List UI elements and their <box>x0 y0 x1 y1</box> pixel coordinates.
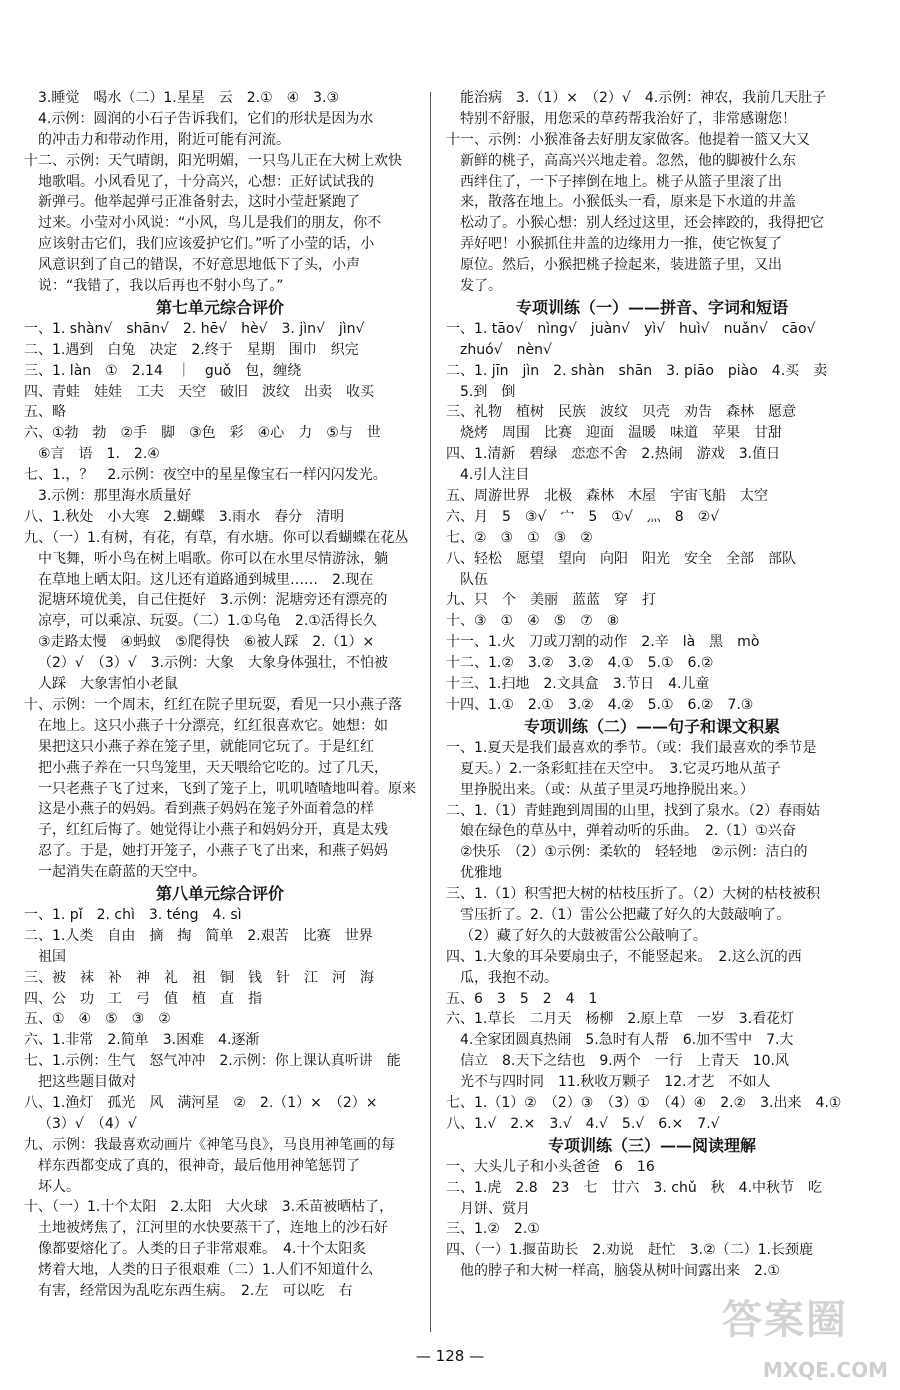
answer-line: 三、礼物 植树 民族 波纹 贝壳 劝告 森林 愿意 <box>446 404 796 421</box>
answer-line: 过来。小莹对小风说：“小风，鸟儿是我们的朋友，你不 <box>38 215 382 232</box>
answer-line: 八、轻松 愿望 望向 向阳 阳光 安全 全部 部队 <box>446 550 796 567</box>
column-divider <box>430 92 431 1332</box>
answer-line: 有害，经常因为乱吃东西生病。 2.左 可以吃 右 <box>38 1282 353 1299</box>
answer-line: 光不与四时同 11.秋收万颗子 12.才艺 不如人 <box>460 1074 771 1091</box>
answer-line: 十三、1.扫地 2.文具盒 3.节日 4.儿童 <box>446 676 710 693</box>
section-heading: 专项训练（三）——阅读理解 <box>547 1135 756 1155</box>
answer-line: ③走路太慢 ④蚂蚁 ⑤爬得快 ⑥被人踩 2.（1）× <box>38 634 375 651</box>
answer-line: 九、只 个 美丽 蓝蓝 穿 打 <box>446 592 656 609</box>
watermark-logo <box>722 1296 892 1384</box>
answer-line: 队伍 <box>460 571 488 588</box>
answer-line: 七、1.（1）② （2）③ （3）① （4）④ 2.② 3.出来 4.① <box>446 1094 842 1111</box>
answer-line: 一只老燕子飞了过来，飞到了笼子上，叽叽喳喳地叫着。原来 <box>38 780 416 797</box>
answer-line: 四、（一）1.揠苗助长 2.劝说 赶忙 3.②（二）1.长颈鹿 <box>446 1242 813 1259</box>
answer-line: 二、1.人类 自由 摘 掏 简单 2.艰苦 比赛 世界 <box>24 927 373 944</box>
answer-line: 发了。 <box>460 278 502 295</box>
answer-line: 夏天。）2.一条彩虹挂在天空中。 3.它灵巧地从茧子 <box>460 760 781 777</box>
answer-line: 样东西都变成了真的，很神奇，最后他用神笔惩罚了 <box>38 1157 360 1174</box>
right-column <box>446 88 858 1282</box>
answer-line: 十二、示例：天气晴朗，阳光明媚，一只鸟儿正在大树上欢快 <box>24 152 402 169</box>
answer-line: 弄好吧！小猴抓住井盖的边缘用力一推，使它恢复了 <box>460 236 782 253</box>
answer-line: 十、（一）1.十个太阳 2.太阳 大火球 3.禾苗被晒枯了， <box>24 1199 394 1216</box>
answer-line: 像都要熔化了。人类的日子非常艰难。 4.十个太阳炙 <box>38 1241 367 1258</box>
answer-line: 雪压折了。2.（1）雷公公把藏了好久的大鼓敲响了。 <box>460 906 791 923</box>
answer-line: 祖国 <box>38 948 66 965</box>
answer-line: 三、1. làn ① 2.14 ｜ guǒ 包，缠绕 <box>24 362 302 379</box>
answer-line: 3.示例：那里海水质量好 <box>38 488 192 505</box>
answer-line: 信立 8.天下之结也 9.两个 一行 上青天 10.风 <box>460 1053 789 1070</box>
answer-line: 七、1.，？ 2.示例：夜空中的星星像宝石一样闪闪发光。 <box>24 467 387 484</box>
answer-line: （2）藏了好久的大鼓被雷公公敲响了。 <box>460 927 707 944</box>
answer-line: 人踩 大象害怕小老鼠 <box>38 676 178 693</box>
answer-line: 一、1.夏天是我们最喜欢的季节。（或：我们最喜欢的季节是 <box>446 739 817 756</box>
answer-line: 里挣脱出来。（或：从茧子里灵巧地挣脱出来。） <box>460 781 754 798</box>
answer-line: 六、①勃 勃 ②手 脚 ③色 彩 ④心 力 ⑤与 世 <box>24 425 381 442</box>
watermark-url: MXQE.COM <box>762 1358 888 1382</box>
answer-line: 3.睡觉 喝水（二）1.星星 云 2.① ④ 3.③ <box>38 90 340 106</box>
answer-line: 一、1. tāo√ nìng√ juàn√ yì√ huì√ nuǎn√ cāo√ <box>446 320 816 337</box>
section-heading: 专项训练（一）——拼音、字词和短语 <box>515 297 788 317</box>
answer-line: 来，散落在地上。小猴低头一看，原来是下水道的井盖 <box>460 194 796 211</box>
answer-line: 四、公 功 工 弓 值 植 直 指 <box>24 990 262 1007</box>
answer-line: 新弹弓。他举起弹弓正准备射去，这时小莹赶紧跑了 <box>38 194 360 211</box>
answer-line: 七、② ③ ① ③ ② <box>446 529 593 546</box>
answer-line: 果把这只小燕子养在笼子里，就能同它玩了。于是红红 <box>38 738 374 755</box>
answer-line: 五、略 <box>24 404 66 421</box>
answer-line: 一、1. pǐ 2. chì 3. téng 4. sì <box>24 906 242 923</box>
answer-line: 娘在绿色的草丛中，弹着动听的乐曲。 2.（1）①兴奋 <box>460 823 796 840</box>
answer-line: 七、1.示例：生气 怒气冲冲 2.示例：你上课认真听讲 能 <box>24 1053 401 1070</box>
answer-line: 五、6 3 5 2 4 1 <box>446 990 598 1007</box>
left-column <box>24 88 416 1302</box>
answer-line: 二、1.遇到 白兔 决定 2.终于 星期 围巾 织完 <box>24 341 359 358</box>
answer-line: 六、月 5 ③√ 宀 5 ①√ 灬 8 ②√ <box>446 508 720 525</box>
answer-line: 应该射击它们，我们应该爱护它们。”听了小莹的话，小 <box>38 236 375 253</box>
answer-line: 凉亭，可以乘凉、玩耍。（二）1.①乌龟 2.①活得长久 <box>38 613 377 630</box>
answer-line: 把这些题目做对 <box>38 1074 136 1091</box>
answer-line: 六、1.非常 2.简单 3.困难 4.逐渐 <box>24 1032 260 1049</box>
answer-line: 八、1.秋处 小大寒 2.蝴蝶 3.雨水 春分 清明 <box>24 508 345 525</box>
answer-line: 一、1. shàn√ shān√ 2. hē√ hè√ 3. jìn√ jìn√ <box>24 320 365 337</box>
section-heading: 专项训练（二）——句子和课文积累 <box>523 716 780 736</box>
answer-line: 一起消失在蔚蓝的天空中。 <box>38 864 206 881</box>
answer-line: 泥塘环境优美，自己住挺好 3.示例：泥塘旁还有漂亮的 <box>38 592 388 609</box>
answer-line: ②快乐 （2）①示例：柔软的 轻轻地 ②示例：洁白的 <box>460 844 808 861</box>
answer-line: 烤着大地，人类的日子很艰难（二）1.人们不知道什么 <box>38 1262 374 1279</box>
answer-line: 4.全家团圆真热闹 5.急时有人帮 6.加不雪中 7.大 <box>460 1032 794 1049</box>
answer-line: 四、1.清新 碧绿 恋恋不舍 2.热闹 游戏 3.值日 <box>446 446 781 463</box>
answer-line: （3）√ （4）√ <box>38 1115 137 1132</box>
answer-line: 五、① ④ ⑤ ③ ② <box>24 1011 171 1028</box>
answer-line: 优雅地 <box>460 865 502 882</box>
answer-line: 瓜，我抱不动。 <box>460 969 558 986</box>
answer-line: 十一、1.火 刀或刀割的动作 2.辛 là 黑 mò <box>446 634 760 651</box>
answer-line: 忍了。于是，她打开笼子，小燕子飞了出来，和燕子妈妈 <box>38 843 388 860</box>
answer-line: 二、1.（1）青蛙跑到周围的山里，找到了泉水。（2）春雨姑 <box>446 802 821 819</box>
answer-line: 土地被烤焦了，江河里的水快要蒸干了，连地上的沙石好 <box>38 1220 388 1237</box>
answer-line: 三、被 袜 补 神 礼 祖 铜 钱 针 江 河 海 <box>24 969 374 986</box>
answer-line: 十二、1.② 3.② 3.② 4.① 5.① 6.② <box>446 655 714 672</box>
answer-line: 一、大头儿子和小头爸爸 6 16 <box>446 1158 655 1175</box>
answer-line: 新鲜的桃子，高高兴兴地走着。忽然，他的脚被什么东 <box>460 152 796 169</box>
answer-line: 十、示例：一个周末，红红在院子里玩耍，看见一只小燕子落 <box>24 696 402 713</box>
answer-line: 四、1.大象的耳朵要扇虫子，不能竖起来。 2.这么沉的西 <box>446 948 802 965</box>
section-heading: 第八单元综合评价 <box>155 883 284 903</box>
answer-line: 八、1.渔灯 孤光 风 满河星 ② 2.（1）× （2）× <box>24 1094 378 1111</box>
answer-line: 中飞舞，听小鸟在树上唱歌。你可以在水里尽情游泳，躺 <box>38 550 388 567</box>
answer-line: 二、1. jīn jìn 2. shàn shān 3. piāo piào 4.买 卖 <box>446 362 828 379</box>
answer-line: 特别不舒服，用您采的草药帮我治好了，非常感谢您！ <box>460 110 796 127</box>
answer-line: ⑥言 语 1. 2.④ <box>38 446 160 463</box>
answer-line: 六、1.草长 二月天 杨柳 2.原上草 一岁 3.看花灯 <box>446 1011 795 1028</box>
answer-line: 九、示例：我最喜欢动画片《神笔马良》，马良用神笔画的每 <box>24 1136 395 1153</box>
answer-line: 4.引人注目 <box>460 467 530 484</box>
answer-line: 他的脖子和大树一样高，脑袋从树叶间露出来 2.① <box>460 1263 780 1280</box>
answer-line: 松动了。小猴心想：别人经过这里，还会摔跤的，我得把它 <box>460 215 824 232</box>
answer-line: zhuó√ nèn√ <box>460 341 552 358</box>
answer-line: 月饼、赏月 <box>460 1200 530 1217</box>
answer-line: 4.示例：圆润的小石子告诉我们，它们的形状是因为水 <box>38 110 374 127</box>
answer-line: 在地上。这只小燕子十分漂亮，红红很喜欢它。她想：如 <box>38 717 388 734</box>
answer-line: 九、（一）1.有树，有花，有草，有水塘。你可以看蝴蝶在花丛 <box>24 529 409 546</box>
answer-line: 能治病 3.（1）× （2）√ 4.示例：神农，我前几天肚子 <box>460 90 827 106</box>
answer-line: 烧烤 周围 比赛 迎面 温暖 味道 苹果 甘甜 <box>460 425 782 442</box>
answer-line: 在草地上晒太阳。这儿还有道路通到城里…… 2.现在 <box>38 571 374 588</box>
answer-line: 子，红红后悔了。她觉得让小燕子和妈妈分开，真是太残 <box>38 822 388 839</box>
answer-line: 十、③ ① ④ ⑤ ⑦ ⑧ <box>446 613 620 630</box>
answer-line: 坏人。 <box>38 1178 80 1195</box>
answer-line: 四、青蛙 娃娃 工夫 天空 破旧 波纹 出卖 收买 <box>24 383 374 400</box>
answer-line: 把小燕子养在一只鸟笼里，天天喂给它吃的。过了几天， <box>38 759 388 776</box>
answer-line: 5.到 倒 <box>460 383 516 400</box>
answer-line: 十一、示例：小猴准备去好朋友家做客。他提着一篮又大又 <box>446 131 810 148</box>
answer-line: 这是小燕子的妈妈。看到燕子妈妈在笼子外面着急的样 <box>38 801 374 818</box>
answer-line: 地歌唱。小风看见了，十分高兴，心想：正好试试我的 <box>38 173 374 190</box>
answer-line: 五、周游世界 北极 森林 木屋 宇宙飞船 太空 <box>446 488 768 505</box>
answer-line: 西绊住了，一下子摔倒在地上。桃子从篮子里滚了出 <box>460 173 782 190</box>
answer-line: 风意识到了自己的错误，不好意思地低下了头，小声 <box>38 257 360 274</box>
answer-line: 原位。然后，小猴把桃子捡起来，装进篮子里，又出 <box>460 257 782 274</box>
answer-line: 三、1.② 2.① <box>446 1221 540 1238</box>
answer-line: 八、1.√ 2.× 3.√ 4.√ 5.√ 6.× 7.√ <box>446 1115 720 1132</box>
page-number: — 128 — <box>415 1347 485 1365</box>
answer-line: （2）√ （3）√ 3.示例：大象 大象身体强壮，不怕被 <box>38 655 389 672</box>
section-heading: 第七单元综合评价 <box>155 297 284 317</box>
answer-line: 十四、1.① 2.① 3.② 4.② 5.① 6.② 7.③ <box>446 696 754 713</box>
answer-line: 说：“我错了，我以后再也不射小鸟了。” <box>38 278 284 295</box>
watermark-text: 答案圈 <box>722 1297 848 1343</box>
answer-line: 三、1.（1）积雪把大树的枯枝压折了。（2）大树的枯枝被积 <box>446 886 821 903</box>
answer-line: 的冲击力和带动作用，附近可能有河流。 <box>38 131 290 148</box>
answer-line: 二、1.虎 2.8 23 七 廿六 3. chǔ 秋 4.中秋节 吃 <box>446 1179 823 1196</box>
